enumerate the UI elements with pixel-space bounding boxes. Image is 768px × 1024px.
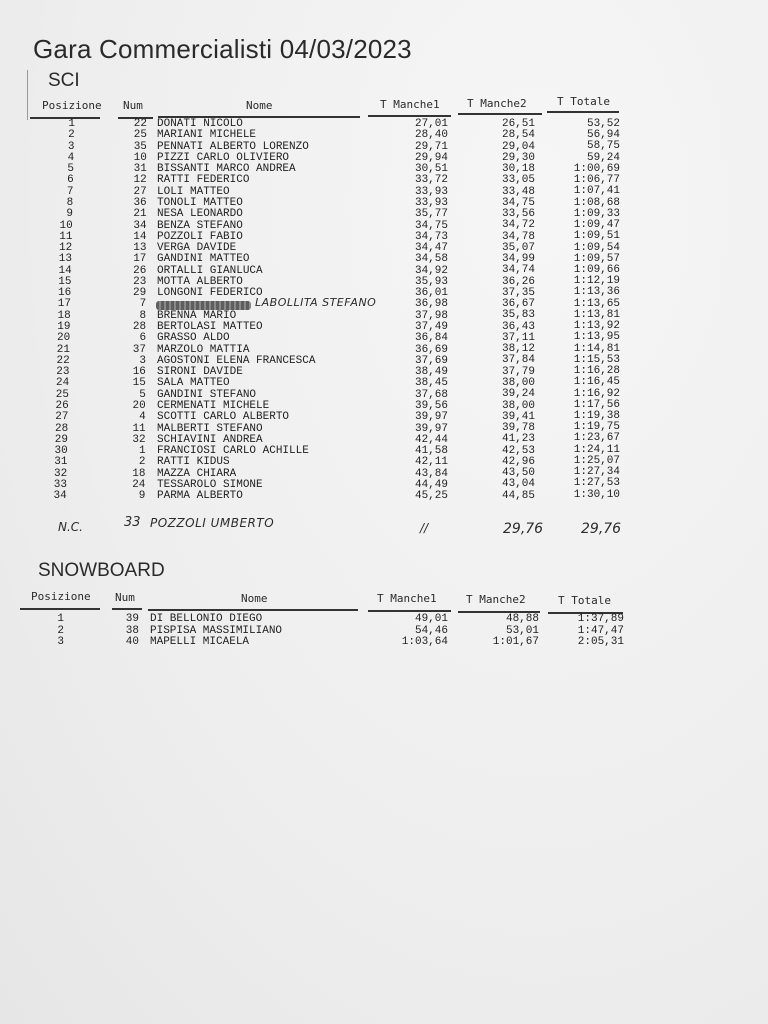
cell-nome: RATTI KIDUS: [157, 456, 230, 469]
cell-posizione: 16: [58, 287, 72, 300]
handwritten-name-correction: LABOLLITA STEFANO: [255, 296, 377, 309]
cell-posizione: 33: [53, 478, 67, 491]
cell-totale: 2:05,31: [577, 636, 624, 649]
cell-manche1: 54,46: [414, 624, 448, 637]
cell-num: 11: [132, 422, 146, 435]
cell-totale: 1:09,47: [573, 219, 620, 232]
cell-num: 26: [133, 264, 147, 277]
cell-manche2: 43,04: [501, 478, 535, 491]
sci-row: [0, 333, 768, 344]
cell-nome: BENZA STEFANO: [157, 219, 243, 232]
sci-row: [0, 263, 768, 277]
cell-nome: MALBERTI STEFANO: [157, 422, 263, 435]
strikethrough-mark: [156, 301, 251, 310]
sci-row: [0, 221, 768, 232]
cell-manche2: 44,85: [501, 489, 535, 502]
nc-pos: N.C.: [58, 520, 83, 534]
cell-manche1: 44,49: [414, 478, 448, 491]
cell-manche2: 37,11: [501, 331, 535, 344]
cell-nome: MOTTA ALBERTO: [157, 275, 243, 288]
cell-num: 34: [133, 219, 147, 232]
cell-num: 36: [133, 196, 147, 209]
sci-row: [0, 153, 768, 164]
sci-row: [0, 130, 768, 141]
cell-manche2: 36,26: [501, 275, 535, 288]
cell-totale: 1:14,81: [573, 342, 620, 355]
cell-num: 20: [132, 400, 146, 412]
cell-num: 25: [133, 129, 147, 142]
cell-manche2: 37,84: [501, 354, 535, 367]
cell-num: 27: [133, 185, 147, 198]
cell-num: 15: [132, 377, 146, 390]
header-num: Num: [123, 99, 143, 112]
cell-num: 7: [139, 298, 147, 311]
cell-manche1: 34,92: [414, 264, 448, 277]
cell-nome: FRANCIOSI CARLO ACHILLE: [157, 445, 309, 458]
cell-totale: 1:09,51: [573, 230, 620, 243]
cell-nome: GANDINI MATTEO: [157, 253, 250, 266]
cell-nome: MAZZA CHIARA: [157, 467, 237, 480]
sci-row: [0, 277, 768, 288]
sci-row: [0, 378, 768, 389]
cell-posizione: 3: [67, 140, 75, 153]
sci-row: [0, 243, 768, 254]
cell-totale: 1:13,65: [573, 297, 620, 310]
cell-posizione: 13: [58, 253, 72, 266]
cell-totale: 1:16,28: [573, 365, 620, 378]
cell-posizione: 11: [59, 230, 73, 243]
header-manche1: T Manche1: [380, 98, 440, 111]
cell-totale: 1:09,57: [573, 252, 620, 265]
cell-posizione: 29: [54, 433, 68, 446]
cell-num: 38: [125, 624, 139, 637]
cell-nome: PIZZI CARLO OLIVIERO: [157, 151, 290, 164]
cell-manche2: 42,53: [501, 444, 535, 457]
cell-totale: 1:12,19: [573, 275, 620, 288]
sci-row: [0, 164, 768, 175]
cell-num: 1: [138, 445, 146, 458]
cell-nome: SALA MATTEO: [157, 377, 230, 390]
cell-nome: POZZOLI FABIO: [157, 230, 243, 243]
cell-posizione: 23: [56, 366, 70, 379]
sci-row: [0, 254, 768, 265]
cell-totale: 1:19,38: [573, 409, 620, 422]
cell-manche1: 36,01: [414, 287, 448, 300]
cell-totale: 1:16,45: [573, 376, 620, 389]
cell-totale: 59,24: [586, 151, 620, 164]
cell-nome: PISPISA MASSIMILIANO: [150, 624, 283, 637]
nc-m1: //: [420, 521, 429, 535]
cell-manche1: 35,93: [414, 275, 448, 288]
cell-nome: BRENNA MARIO: [157, 309, 237, 322]
cell-posizione: 21: [56, 343, 70, 356]
sb-header-manche1: T Manche1: [377, 592, 437, 605]
cell-manche1: 37,68: [414, 388, 448, 401]
header-manche2: T Manche2: [467, 97, 527, 110]
cell-totale: 1:17,56: [573, 398, 620, 411]
cell-manche2: 38,00: [501, 399, 535, 412]
cell-nome: MAPELLI MICAELA: [150, 636, 250, 649]
cell-posizione: 8: [66, 196, 74, 209]
header-posizione: Posizione: [42, 99, 102, 112]
cell-manche2: 33,48: [501, 185, 535, 198]
sb-rule-pos: [20, 608, 100, 610]
cell-manche2: 28,54: [501, 129, 535, 142]
cell-totale: 1:27,34: [573, 466, 620, 479]
sci-row: [0, 187, 768, 198]
left-margin-mark: [27, 70, 28, 120]
cell-totale: 1:23,67: [573, 432, 620, 445]
cell-num: 6: [139, 332, 147, 345]
cell-num: 12: [133, 174, 147, 187]
cell-manche1: 29,94: [414, 151, 448, 164]
cell-totale: 1:47,47: [577, 624, 624, 637]
cell-totale: 1:00,69: [573, 162, 620, 175]
sci-row: [0, 398, 768, 412]
cell-num: 22: [133, 118, 147, 130]
sci-row: [0, 288, 768, 299]
cell-manche2: 35,07: [501, 241, 535, 254]
cell-posizione: 5: [67, 163, 74, 176]
cell-num: 16: [132, 366, 146, 379]
sb-header-num: Num: [115, 591, 135, 604]
header-rule-m2: [458, 113, 542, 115]
cell-nome: LONGONI FEDERICO: [157, 287, 263, 300]
cell-totale: 1:09,54: [573, 241, 620, 254]
cell-num: 29: [133, 287, 147, 300]
cell-posizione: 9: [66, 208, 73, 221]
cell-manche1: 42,11: [414, 456, 448, 469]
cell-manche2: 42,96: [501, 455, 535, 468]
cell-posizione: 6: [67, 174, 74, 187]
cell-totale: 1:25,07: [573, 454, 620, 467]
header-nome: Nome: [246, 99, 273, 112]
cell-posizione: 7: [66, 185, 74, 198]
cell-posizione: 34: [53, 490, 67, 503]
cell-manche1: 37,98: [414, 309, 448, 322]
cell-num: 13: [133, 242, 147, 255]
cell-manche1: 34,47: [414, 242, 448, 255]
cell-manche1: 35,77: [414, 208, 448, 221]
cell-manche2: 36,43: [501, 320, 535, 333]
cell-manche1: 39,56: [414, 400, 448, 412]
cell-posizione: 20: [57, 332, 71, 345]
cell-num: 39: [125, 613, 139, 625]
cell-manche2: 43,50: [501, 467, 535, 480]
cell-manche2: 34,99: [501, 253, 535, 266]
cell-totale: 1:19,75: [573, 421, 620, 434]
cell-manche1: 36,69: [414, 343, 448, 356]
cell-manche1: 33,72: [414, 174, 448, 187]
cell-posizione: 30: [54, 445, 68, 458]
cell-posizione: 12: [59, 242, 73, 255]
cell-nome: LOLI MATTEO: [157, 185, 230, 198]
cell-manche2: 38,00: [501, 376, 535, 389]
cell-num: 31: [133, 163, 147, 176]
cell-manche2: 34,74: [501, 264, 535, 277]
cell-nome: BISSANTI MARCO ANDREA: [157, 163, 296, 176]
cell-manche1: 34,73: [414, 230, 448, 243]
cell-num: 4: [139, 411, 146, 424]
sb-header-nome: Nome: [241, 592, 268, 605]
cell-nome: DI BELLONIO DIEGO: [150, 613, 263, 625]
cell-nome: PENNATI ALBERTO LORENZO: [157, 140, 309, 153]
cell-num: 8: [139, 309, 147, 322]
cell-manche1: 39,97: [414, 411, 448, 424]
cell-num: 40: [125, 636, 139, 649]
snowboard-row: [0, 626, 768, 637]
cell-num: 2: [138, 456, 146, 469]
cell-totale: 1:37,89: [577, 613, 624, 625]
cell-num: 9: [138, 490, 146, 503]
sci-row: [0, 367, 768, 378]
header-rule-m1: [368, 115, 451, 117]
cell-num: 5: [139, 388, 146, 401]
cell-manche1: 34,75: [414, 219, 448, 232]
cell-manche1: 36,98: [414, 298, 448, 311]
cell-nome: SIRONI DAVIDE: [157, 366, 243, 379]
sci-row: [0, 477, 768, 491]
cell-nome: CERMENATI MICHELE: [157, 400, 270, 412]
cell-nome: TONOLI MATTEO: [157, 196, 243, 209]
cell-totale: 1:30,10: [573, 488, 620, 501]
cell-totale: 1:13,95: [573, 331, 620, 344]
cell-manche1: 38,45: [414, 377, 448, 390]
sci-row: [0, 387, 768, 401]
cell-posizione: 27: [55, 411, 69, 424]
sci-row: [0, 443, 768, 458]
header-totale: T Totale: [557, 95, 610, 108]
cell-posizione: 10: [59, 219, 73, 232]
cell-posizione: 2: [68, 129, 75, 142]
cell-totale: 1:08,68: [573, 196, 620, 209]
sci-row: [0, 454, 768, 469]
cell-nome: BERTOLASI MATTEO: [157, 321, 263, 334]
cell-posizione: 28: [55, 422, 69, 435]
cell-manche1: 39,97: [414, 422, 448, 435]
cell-manche2: 30,18: [501, 163, 535, 176]
cell-posizione: 18: [57, 309, 71, 322]
cell-totale: 1:06,77: [573, 174, 620, 187]
cell-manche2: 35,83: [501, 309, 535, 322]
cell-nome: GRASSO ALDO: [157, 332, 230, 345]
cell-num: 18: [132, 467, 146, 480]
sci-row: [0, 432, 768, 446]
cell-posizione: 26: [55, 400, 69, 412]
cell-totale: 56,94: [586, 129, 620, 142]
cell-manche1: 37,49: [414, 321, 448, 334]
cell-nome: NESA LEONARDO: [157, 208, 243, 221]
sb-header-manche2: T Manche2: [466, 593, 526, 606]
cell-posizione: 14: [58, 264, 72, 277]
cell-nome: GANDINI STEFANO: [157, 388, 257, 401]
cell-manche2: 29,04: [501, 140, 535, 153]
cell-manche1: 43,84: [414, 467, 448, 480]
header-rule-tot: [547, 111, 619, 113]
cell-totale: 58,75: [586, 140, 620, 153]
sci-row: [0, 308, 768, 322]
cell-manche1: 41,58: [414, 445, 448, 458]
cell-manche1: 30,51: [414, 163, 448, 176]
cell-manche2: 34,78: [501, 230, 535, 243]
cell-manche2: 37,79: [501, 365, 535, 378]
cell-manche2: 39,24: [501, 388, 535, 401]
cell-totale: 1:07,41: [573, 185, 620, 198]
cell-posizione: 1: [57, 613, 64, 625]
cell-manche1: 29,71: [414, 140, 448, 153]
cell-posizione: 24: [56, 377, 70, 390]
cell-manche2: 37,35: [501, 286, 535, 299]
cell-manche1: 49,01: [414, 613, 448, 625]
nc-tot: 29,76: [581, 521, 622, 537]
cell-totale: 1:24,11: [573, 443, 620, 456]
cell-manche1: 36,84: [414, 332, 448, 345]
section-sci-label: SCI: [48, 70, 80, 91]
cell-num: 24: [132, 478, 146, 491]
sb-header-posizione: Posizione: [31, 590, 91, 603]
cell-manche1: 42,44: [414, 433, 448, 446]
cell-manche1: 1:03,64: [401, 636, 448, 649]
cell-nome: SCOTTI CARLO ALBERTO: [157, 411, 290, 424]
sci-row: [0, 119, 768, 130]
cell-manche2: 36,67: [501, 298, 535, 311]
snowboard-row: [0, 637, 768, 648]
cell-nome: RATTI FEDERICO: [157, 174, 250, 187]
sci-row: [0, 353, 768, 367]
sb-header-totale: T Totale: [558, 594, 611, 607]
sci-row: [0, 232, 768, 243]
cell-nome: PARMA ALBERTO: [157, 490, 243, 503]
cell-manche2: 29,30: [501, 151, 535, 164]
cell-manche1: 28,40: [414, 129, 448, 142]
cell-num: 23: [133, 275, 147, 288]
cell-totale: 1:16,92: [573, 387, 620, 400]
cell-num: 10: [133, 151, 147, 164]
cell-totale: 53,52: [586, 118, 620, 130]
sci-row: [0, 142, 768, 153]
cell-nome: SCHIAVINI ANDREA: [157, 433, 263, 446]
cell-posizione: 32: [54, 467, 68, 480]
sci-row: [0, 198, 768, 209]
sb-rule-m1: [368, 610, 451, 612]
cell-totale: 1:09,66: [573, 263, 620, 276]
sb-rule-num: [112, 608, 142, 610]
cell-manche2: 34,72: [501, 219, 535, 232]
cell-manche2: 38,12: [501, 343, 535, 356]
cell-totale: 1:13,81: [573, 308, 620, 321]
section-snowboard-label: SNOWBOARD: [38, 560, 165, 581]
cell-manche1: 33,93: [414, 185, 448, 198]
sci-row: [0, 209, 768, 220]
cell-manche2: 39,78: [501, 422, 535, 435]
nc-nome: POZZOLI UMBERTO: [150, 516, 275, 530]
sci-row: [0, 322, 768, 333]
cell-posizione: 15: [58, 275, 72, 288]
cell-posizione: 2: [57, 624, 64, 637]
cell-nome: DONATI NICOLO: [157, 118, 243, 130]
cell-manche2: 26,51: [501, 118, 535, 130]
sci-row: [0, 409, 768, 424]
cell-num: 17: [133, 253, 147, 266]
cell-manche1: 45,25: [414, 490, 448, 503]
cell-posizione: 19: [57, 321, 71, 334]
sci-row: [0, 421, 768, 435]
cell-posizione: 25: [55, 388, 69, 401]
cell-totale: 1:13,36: [573, 286, 620, 299]
cell-num: 21: [133, 208, 147, 221]
cell-num: 14: [133, 230, 147, 243]
cell-manche2: 39,41: [501, 410, 535, 423]
cell-manche1: 33,93: [414, 196, 448, 209]
cell-manche2: 33,56: [501, 208, 535, 221]
cell-manche1: 27,01: [414, 118, 448, 130]
cell-nome: ORTALLI GIANLUCA: [157, 264, 263, 277]
cell-nome: TESSAROLO SIMONE: [157, 478, 263, 491]
cell-num: 28: [132, 321, 147, 334]
cell-manche1: 38,49: [414, 366, 448, 379]
cell-nome: MARIANI MICHELE: [157, 129, 257, 142]
cell-num: 35: [133, 140, 147, 153]
sci-row: [0, 175, 768, 186]
cell-posizione: 1: [68, 118, 75, 130]
cell-manche2: 1:01,67: [492, 636, 539, 649]
page-title: Gara Commercialisti 04/03/2023: [33, 34, 412, 64]
sci-row: [0, 466, 768, 480]
cell-posizione: 4: [67, 151, 75, 164]
cell-totale: 1:27,53: [573, 477, 620, 490]
sci-row: [0, 299, 768, 310]
cell-num: 3: [139, 354, 146, 367]
cell-manche1: 37,69: [414, 354, 448, 367]
nc-num: 33: [124, 515, 141, 530]
cell-manche2: 34,75: [501, 196, 535, 209]
cell-nome: VERGA DAVIDE: [157, 242, 237, 255]
sb-rule-nome: [148, 609, 358, 611]
cell-manche1: 34,58: [414, 253, 448, 266]
cell-nome: AGOSTONI ELENA FRANCESCA: [157, 354, 316, 367]
cell-posizione: 3: [57, 636, 64, 649]
cell-totale: 1:09,33: [573, 207, 620, 220]
cell-posizione: 31: [54, 456, 68, 469]
sci-row: [0, 342, 768, 356]
cell-posizione: 22: [56, 354, 70, 367]
cell-manche2: 33,05: [501, 174, 535, 187]
cell-totale: 1:15,53: [573, 353, 620, 366]
sci-row: [0, 488, 768, 503]
cell-posizione: 17: [57, 298, 71, 311]
cell-manche2: 48,88: [505, 613, 539, 625]
snowboard-row: [0, 614, 768, 625]
cell-manche2: 53,01: [505, 624, 539, 637]
cell-num: 32: [132, 433, 146, 446]
cell-nome: MARZOLO MATTIA: [157, 343, 250, 356]
cell-totale: 1:13,92: [573, 320, 620, 333]
cell-manche2: 41,23: [501, 433, 535, 446]
nc-m2: 29,76: [503, 521, 544, 537]
cell-num: 37: [132, 343, 146, 356]
